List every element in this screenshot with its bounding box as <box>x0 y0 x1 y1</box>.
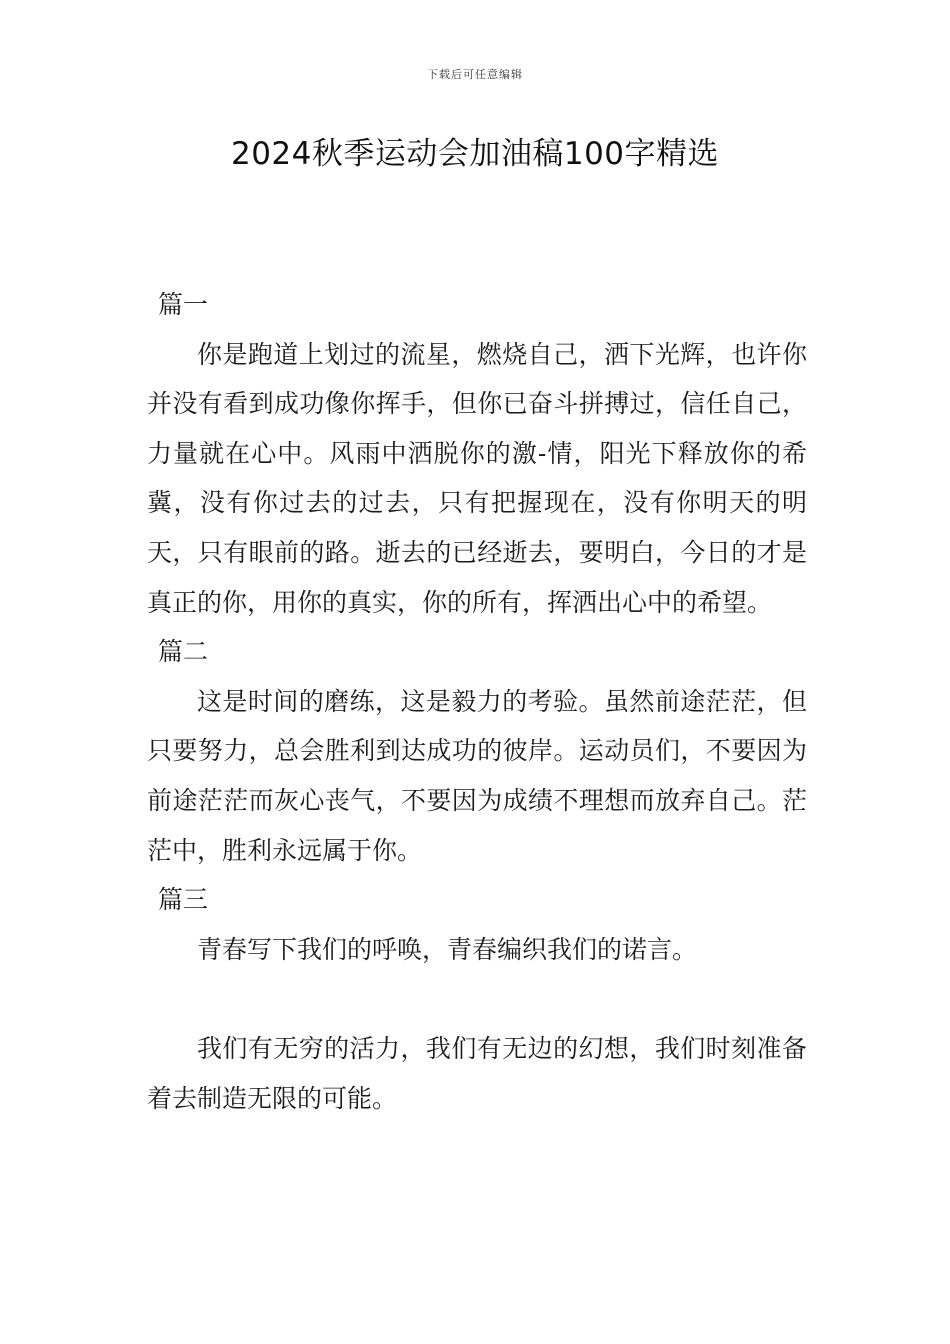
section-heading-1: 篇一 <box>158 290 209 319</box>
section-3-paragraph-2: 我们有无穷的活力，我们有无边的幻想，我们时刻准备着去制造无限的可能。 <box>147 1033 807 1113</box>
section-heading-3: 篇三 <box>158 885 209 915</box>
section-heading-2: 篇二 <box>158 637 209 667</box>
section-1-paragraph-1: 你是跑道上划过的流星，燃烧自己，洒下光辉，也许你并没有看到成功像你挥手，但你已奋斗拼搏过，信任自己，力量就在心中。风雨中洒脱你的激-情，阳光下释放你的希冀，没有你过去的过去，只有把握现在，没有你明天的明天，只有眼前的路。逝去的已经逝去，要明白，今日的才是真正的你，用你的真实，你的所有，挥洒出心中的希望。 <box>147 339 807 617</box>
page-title: 2024秋季运动会加油稿100字精选 <box>230 136 720 172</box>
document-body <box>147 280 807 1123</box>
section-3-paragraph-1: 青春写下我们的呼唤，青春编织我们的诺言。 <box>197 934 698 964</box>
paragraph-spacer <box>147 974 807 1024</box>
header-note: 下载后可任意编辑 <box>427 68 523 81</box>
section-2-paragraph-1: 这是时间的磨练，这是毅力的考验。虽然前途茫茫，但只要努力，总会胜利到达成功的彼岸。运动员们，不要因为前途茫茫而灰心丧气，不要因为成绩不理想而放弃自己。茫茫中，胜利永远属于你。 <box>147 686 807 865</box>
